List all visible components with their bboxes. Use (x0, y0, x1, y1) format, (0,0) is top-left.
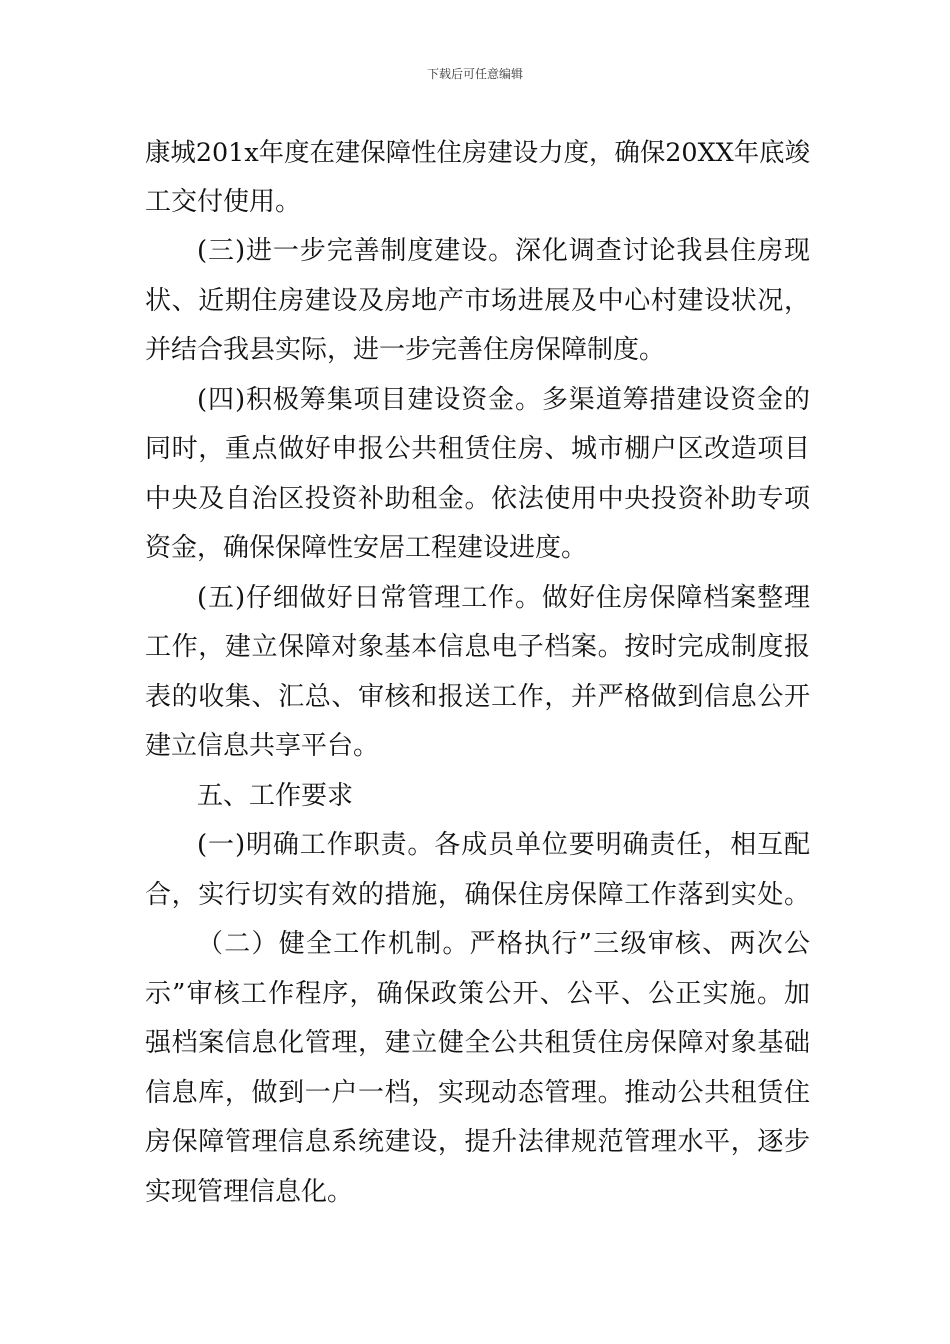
text-line: 并结合我县实际，进一步完善住房保障制度。 (145, 335, 666, 365)
text-line: (一)明确工作职责。各成员单位要明确责任，相互配 (197, 830, 810, 860)
text-line: 信息库，做到一户一档，实现动态管理。推动公共租赁住 (145, 1077, 810, 1108)
text-line: 状、近期住房建设及房地产市场进展及中心村建设状况， (145, 285, 810, 316)
text-line: (四)积极筹集项目建设资金。多渠道筹措建设资金的 (197, 384, 810, 415)
text-line: 表的收集、汇总、审核和报送工作，并严格做到信息公开 (145, 681, 810, 712)
text-line: (三)进一步完善制度建设。深化调查讨论我县住房现 (197, 236, 810, 266)
text-line: 五、工作要求 (197, 780, 354, 811)
text-line: 实现管理信息化。 (145, 1176, 354, 1207)
text-line: (五)仔细做好日常管理工作。做好住房保障档案整理 (197, 582, 810, 613)
text-line: 同时，重点做好申报公共租赁住房、城市棚户区改造项目 (145, 434, 810, 464)
text-line: 合，实行切实有效的措施，确保住房保障工作落到实处。 (145, 879, 810, 910)
text-line: 示”审核工作程序，确保政策公开、公平、公正实施。加 (145, 978, 810, 1009)
text-line: 建立信息共享平台。 (145, 731, 380, 761)
text-line: 康城201x年度在建保障性住房建设力度，确保20XX年底竣 (145, 137, 810, 167)
text-line: 工作，建立保障对象基本信息电子档案。按时完成制度报 (145, 632, 810, 662)
text-line: 房保障管理信息系统建设，提升法律规范管理水平，逐步 (145, 1127, 810, 1157)
text-line: 工交付使用。 (145, 186, 302, 217)
text-line: （二）健全工作机制。严格执行”三级审核、两次公 (197, 929, 810, 959)
text-line: 资金，确保保障性安居工程建设进度。 (145, 533, 588, 563)
page-header: 下载后可任意编辑 (426, 67, 523, 81)
document-body (145, 128, 810, 1217)
text-line: 强档案信息化管理，建立健全公共租赁住房保障对象基础 (145, 1028, 810, 1058)
text-line: 中央及自治区投资补助租金。依法使用中央投资补助专项 (145, 483, 810, 514)
